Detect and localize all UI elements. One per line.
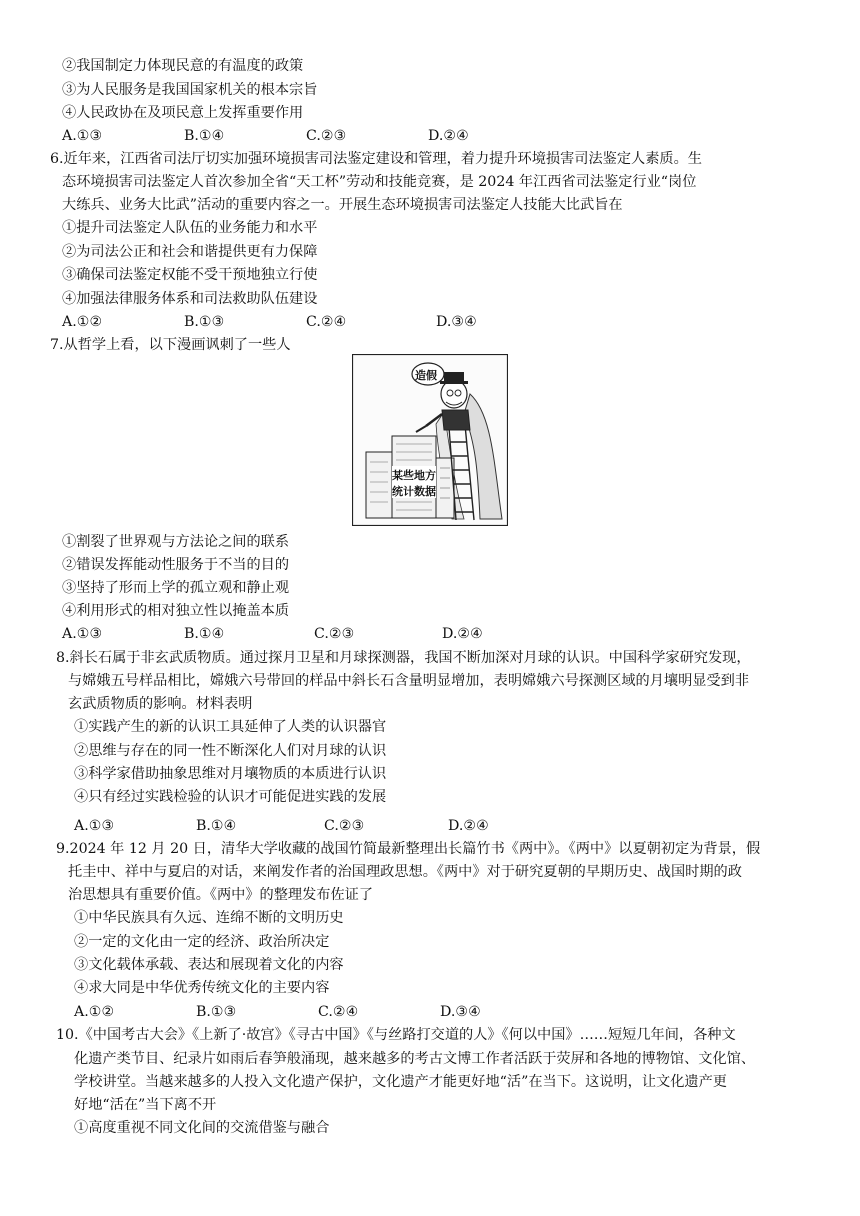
q7-cartoon: [352, 354, 508, 526]
q8-option-c: C.②③: [324, 818, 365, 834]
q8-stem-line-2: 与嫦娥五号样品相比，嫦娥六号带回的样品中斜长石含量明显增加，表明嫦娥六号探测区域的月壤明显受到非: [68, 673, 750, 689]
q8-stem-line-1: 8.斜长石属于非玄武质物质。通过探月卫星和月球探测器，我国不断加深对月球的认识。中国科学家研究发现，: [56, 650, 751, 666]
q6-stem-line-1: 6.近年来，江西省司法厅切实加强环境损害司法鉴定建设和管理，着力提升环境损害司法鉴定人素质。生: [50, 151, 702, 167]
q9-option-b: B.①③: [196, 1004, 237, 1020]
q6-option-b: B.①③: [184, 314, 225, 330]
q8-option-b: B.①④: [196, 818, 237, 834]
q9-item-3: ③文化载体承载、表达和展现着文化的内容: [74, 957, 344, 973]
q6-stem-line-2: 态环境损害司法鉴定人首次参加全省“天工杯”劳动和技能竞赛，是 2024 年江西省司法鉴定行业“岗位: [62, 174, 697, 190]
q7-option-c: C.②③: [314, 626, 355, 642]
q8-item-4: ④只有经过实践检验的认识才可能促进实践的发展: [74, 789, 387, 805]
q8-item-1: ①实践产生的新的认识工具延伸了人类的认识器官: [74, 719, 387, 735]
q9-stem-line-2: 托圭中、祥中与夏启的对话，来阐发作者的治国理政思想。《两中》对于研究夏朝的早期历史、战国时期的政: [68, 864, 742, 880]
q9-stem-line-1: 9.2024 年 12 月 20 日，清华大学收藏的战国竹简最新整理出长篇竹书《两中》。《两中》以夏朝初定为背景，假: [56, 841, 761, 857]
q6-item-1: ①提升司法鉴定人队伍的业务能力和水平: [62, 220, 318, 236]
q7-item-4: ④利用形式的相对独立性以掩盖本质: [62, 603, 290, 619]
q9-item-1: ①中华民族具有久远、连绵不断的文明历史: [74, 910, 344, 926]
q5-option-c: C.②③: [306, 128, 347, 144]
q7-option-a: A.①③: [62, 626, 103, 642]
q6-item-3: ③确保司法鉴定权能不受干预地独立行使: [62, 267, 318, 283]
q7-option-d: D.②④: [442, 626, 483, 642]
q6-item-2: ②为司法公正和社会和谐提供更有力保障: [62, 244, 318, 260]
q5-option-d: D.②④: [428, 128, 469, 144]
q6-option-a: A.①②: [62, 314, 103, 330]
q9-stem-line-3: 治思想具有重要价值。《两中》的整理发布佐证了: [68, 887, 374, 903]
q7-item-1: ①割裂了世界观与方法论之间的联系: [62, 534, 290, 550]
q9-option-a: A.①②: [74, 1004, 115, 1020]
q7-option-b: B.①④: [184, 626, 225, 642]
q5-option-b: B.①④: [184, 128, 225, 144]
q8-item-2: ②思维与存在的同一性不断深化人们对月球的认识: [74, 743, 387, 759]
q9-option-d: D.③④: [440, 1004, 481, 1020]
q10-stem-line-4: 好地“活在”当下离不开: [74, 1097, 217, 1113]
q7-item-3: ③坚持了形而上学的孤立观和静止观: [62, 580, 290, 596]
q6-option-c: C.②④: [306, 314, 347, 330]
q9-item-2: ②一定的文化由一定的经济、政治所决定: [74, 934, 330, 950]
q5-option-a: A.①③: [62, 128, 103, 144]
q7-stem: 7.从哲学上看，以下漫画讽刺了一些人: [50, 337, 291, 353]
cartoon-building-label-1: 某些地方: [392, 469, 436, 482]
q10-stem-line-1: 10.《中国考古大会》《上新了·故宫》《寻古中国》《与丝路打交道的人》《何以中国》……短短几年间，各种文: [56, 1027, 736, 1043]
q5-item-4: ④人民政协在及项民意上发挥重要作用: [62, 105, 304, 121]
q6-stem-line-3: 大练兵、业务大比武”活动的重要内容之一。开展生态环境损害司法鉴定人技能大比武旨在: [62, 197, 623, 213]
q7-item-2: ②错误发挥能动性服务于不当的目的: [62, 557, 290, 573]
q9-item-4: ④求大同是中华优秀传统文化的主要内容: [74, 980, 330, 996]
q10-stem-line-3: 学校讲堂。当越来越多的人投入文化遗产保护，文化遗产才能更好地“活”在当下。这说明，让文化遗产更: [74, 1074, 727, 1090]
q5-item-2: ②我国制定力体现民意的有温度的政策: [62, 58, 304, 74]
q10-item-1: ①高度重视不同文化间的交流借鉴与融合: [74, 1120, 330, 1136]
q8-item-3: ③科学家借助抽象思维对月壤物质的本质进行认识: [74, 766, 387, 782]
q8-option-a: A.①③: [74, 818, 115, 834]
q6-item-4: ④加强法律服务体系和司法救助队伍建设: [62, 291, 318, 307]
cartoon-building-label-2: 统计数据: [392, 485, 436, 498]
q8-stem-line-3: 玄武质物质的影响。材料表明: [68, 696, 253, 712]
q8-option-d: D.②④: [448, 818, 489, 834]
q10-stem-line-2: 化遗产类节目、纪录片如雨后春笋般涌现，越来越多的考古文博工作者活跃于荧屏和各地的博物馆、文化馆、: [74, 1051, 756, 1067]
q9-option-c: C.②④: [318, 1004, 359, 1020]
q6-option-d: D.③④: [436, 314, 477, 330]
q5-item-3: ③为人民服务是我国国家机关的根本宗旨: [62, 82, 318, 98]
cartoon-sign-text: 造假: [415, 369, 437, 382]
